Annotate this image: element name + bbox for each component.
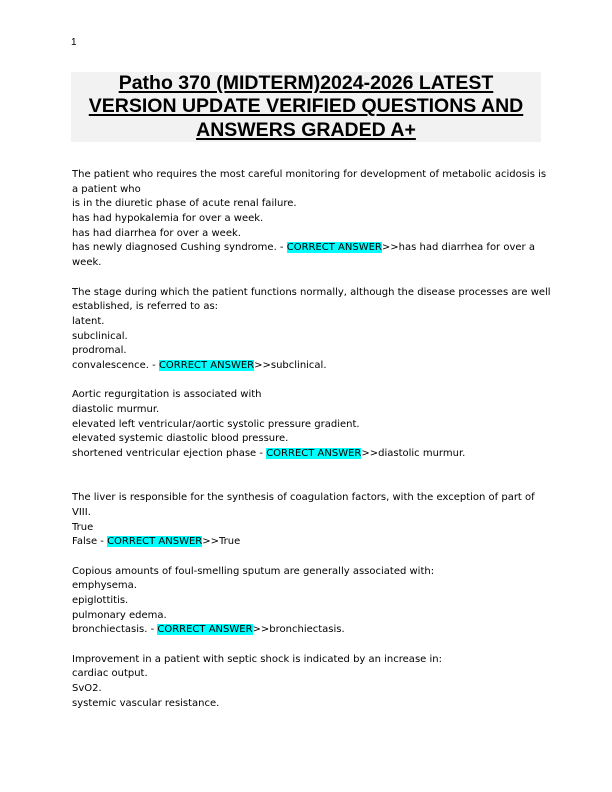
answer-option: prodromal. [72,345,127,357]
question-block [72,491,542,550]
document-title [71,72,541,142]
answer-option: has newly diagnosed Cushing syndrome. - [72,242,287,254]
correct-answer: >>True [202,536,241,548]
question-text: VIII. [72,506,91,518]
answer-option: has had diarrhea for over a week. [72,227,241,239]
answer-option: is in the diuretic phase of acute renal failure. [72,198,297,210]
answer-option: has had hypokalemia for over a week. [72,213,264,225]
answer-option: emphysema. [72,580,137,592]
question-text: The stage during which the patient functions normally, although the disease processes are well [72,286,551,298]
question-text: established, is referred to as: [72,301,219,313]
answer-option: True [72,521,94,533]
title-line: Patho 370 (MIDTERM)2024-2026 LATEST [118,72,494,94]
answer-line [72,359,542,374]
answer-option: False - [72,536,108,548]
page-number: 1 [71,37,77,48]
answer-option: bronchiectasis. - [72,624,158,636]
question-block [72,565,542,638]
answer-line [72,447,542,462]
question-text: Improvement in a patient with septic shock is indicated by an increase in: [72,653,442,665]
question-block [72,653,542,712]
answer-option: pulmonary edema. [72,609,167,621]
answer-option: systemic vascular resistance. [72,697,220,709]
answer-option: elevated left ventricular/aortic systolic pressure gradient. [72,418,360,430]
question-text: Aortic regurgitation is associated with [72,389,262,401]
answer-option: SvO2. [72,683,102,695]
correct-answer-marker: CORRECT ANSWER [286,242,382,254]
question-text: a patient who [72,183,141,195]
answer-line [72,241,542,256]
correct-answer-continuation: week. [72,257,102,269]
answer-option: diastolic murmur. [72,404,160,415]
question-list [72,168,551,711]
question-block [72,286,551,374]
correct-answer-marker: CORRECT ANSWER [158,359,255,371]
question-text: The patient who requires the most careful monitoring for development of metabolic acidosis is [72,169,547,180]
correct-answer-marker: CORRECT ANSWER [157,624,253,636]
answer-option: cardiac output. [72,668,148,680]
answer-option: epiglottitis. [72,594,129,606]
correct-answer: >>has had diarrhea for over a [381,242,535,254]
question-block [72,388,542,461]
question-text: The liver is responsible for the synthesis of coagulation factors, with the exception of part of [72,492,535,504]
answer-line [72,623,542,638]
correct-answer: >>bronchiectasis. [252,624,345,636]
correct-answer-marker: CORRECT ANSWER [266,448,362,460]
answer-option: subclinical. [72,330,128,342]
title-line: ANSWERS GRADED A+ [196,118,416,141]
question-block [72,168,547,271]
answer-line [72,535,542,550]
answer-option: elevated systemic diastolic blood pressure. [72,433,289,445]
answer-option: convalescence. - [72,359,159,371]
correct-answer-marker: CORRECT ANSWER [107,536,203,548]
answer-option: latent. [72,315,105,327]
question-text: Copious amounts of foul-smelling sputum are generally associated with: [72,565,435,577]
title-line: VERSION UPDATE VERIFIED QUESTIONS AND [88,95,524,118]
correct-answer: >>subclinical. [254,359,327,371]
correct-answer: >>diastolic murmur. [361,448,466,460]
answer-option: shortened ventricular ejection phase - [72,448,267,460]
